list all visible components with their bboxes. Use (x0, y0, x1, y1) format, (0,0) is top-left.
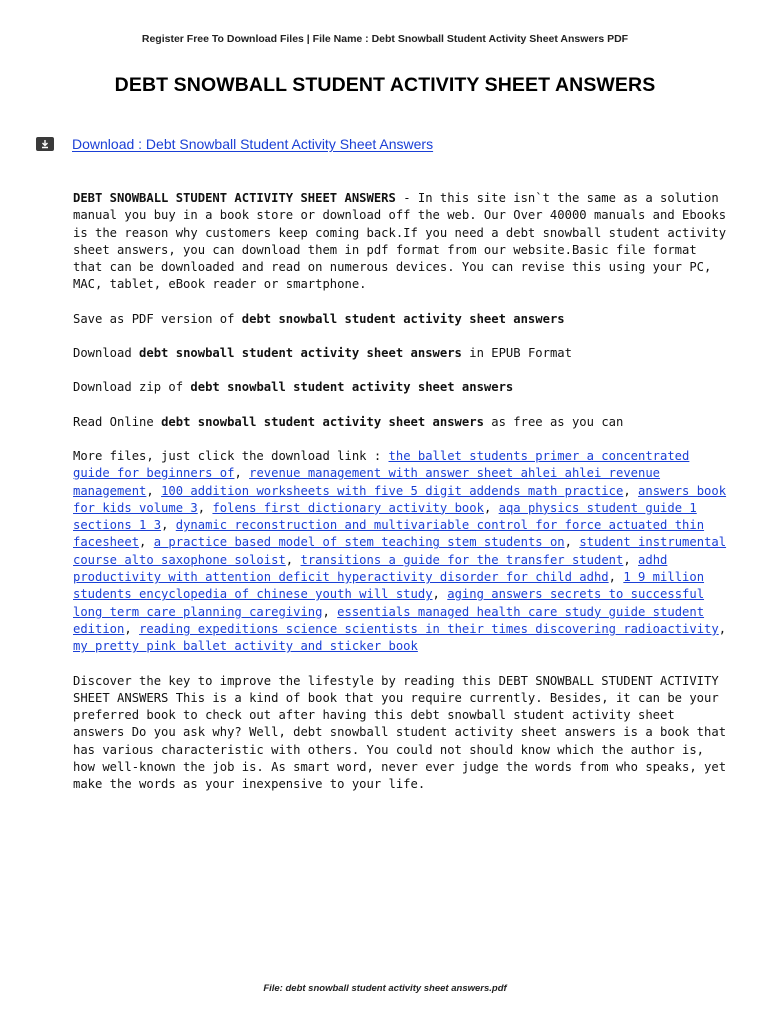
page-title: DEBT SNOWBALL STUDENT ACTIVITY SHEET ANSWERS (114, 74, 656, 96)
read-online-line (73, 414, 733, 431)
online-suffix: as free as you can (483, 414, 624, 429)
related-file-link[interactable]: revenue management with answer sheet ahlei ahlei revenue management (73, 466, 661, 498)
save-pdf-line (73, 311, 733, 328)
related-file-link[interactable]: reading expeditions science scientists in their times discovering radioactivity (139, 621, 719, 636)
closing-paragraph: Discover the key to improve the lifestyle by reading this DEBT SNOWBALL STUDENT ACTIVITY SHEET ANSWERS This is a kind of book that you require currently. Besides, it can be your preferred book to check out after having this debt snowball student activity sheet answers Do you ask why? Well, debt snowball student activity sheet answers is a book that has various characteristic with others. You could not should know which the author is, how well-known the job is. As smart word, never ever judge the words from who speaks, yet make the words as your inexpensive to your life. (73, 673, 727, 792)
related-file-link[interactable]: aqa physics student guide 1 sections 1 3 (73, 500, 697, 533)
related-file-link[interactable]: aging answers secrets to successful long term care planning caregiving (73, 587, 705, 619)
epub-suffix: in EPUB Format (461, 346, 572, 361)
related-file-link[interactable]: 100 addition worksheets with five 5 digit addends math practice (161, 483, 624, 498)
related-file-link[interactable]: the ballet students primer a concentrated guide for beginners of (73, 448, 690, 481)
download-arrow-icon[interactable] (36, 137, 54, 151)
related-file-link[interactable]: a practice based model of stem teaching stem students on (153, 535, 565, 550)
page-footer: File: debt snowball student activity sheet answers.pdf (263, 983, 507, 994)
zip-prefix: Download zip of (73, 380, 191, 395)
intro-paragraph (73, 190, 733, 294)
related-file-link[interactable]: student instrumental course alto saxophone soloist (73, 535, 727, 567)
related-file-link[interactable]: answers book for kids volume 3 (73, 483, 727, 515)
more-files-prefix: More files, just click the download link : (73, 448, 389, 463)
epub-bold: debt snowball student activity sheet answers (139, 346, 462, 361)
save-pdf-bold: debt snowball student activity sheet answers (241, 311, 565, 326)
related-file-link[interactable]: folens first dictionary activity book (212, 500, 484, 515)
related-file-link[interactable]: essentials managed health care study guide student edition (73, 604, 705, 636)
zip-bold: debt snowball student activity sheet answers (190, 380, 514, 395)
download-row (36, 136, 433, 152)
epub-prefix: Download (73, 346, 140, 361)
page-header: Register Free To Download Files | File Name : Debt Snowball Student Activity Sheet Answers PDF (141, 33, 629, 45)
online-prefix: Read Online (73, 414, 162, 429)
related-file-link[interactable]: 1 9 million students encyclopedia of chinese youth will study (73, 570, 705, 602)
intro-text: - In this site isn`t the same as a solution manual you buy in a book store or download off the web. Our Over 40000 manuals and Ebooks is the reason why customers keep coming back.If you need a debt snowball student activity sheet answers, you can download them in pdf format from our website.Basic file format that can be downloaded and read on numerous devices. You can revise this using your PC, MAC, tablet, eBook reader or smartphone. (73, 191, 727, 292)
related-file-link[interactable]: dynamic reconstruction and multivariable control for force actuated thin facesheet (73, 518, 705, 550)
document-body (73, 190, 733, 811)
download-link[interactable]: Download : Debt Snowball Student Activity Sheet Answers (72, 136, 434, 152)
epub-line (73, 345, 733, 362)
save-pdf-prefix: Save as PDF version of (73, 311, 242, 326)
intro-bold: DEBT SNOWBALL STUDENT ACTIVITY SHEET ANSWERS (73, 191, 396, 205)
related-file-link[interactable]: transitions a guide for the transfer student (300, 552, 624, 567)
online-bold: debt snowball student activity sheet answers (161, 414, 484, 429)
related-file-link[interactable]: adhd productivity with attention deficit hyperactivity disorder for child adhd (73, 552, 668, 585)
more-files-paragraph: More files, just click the download link : the ballet students primer a concentrated guide for beginners of, revenue management with answer sheet ahlei ahlei revenue management, 100 addition worksheets with five 5 digit addends math practice, answers book for kids volume 3, folens first dictionary activity book, aqa physics student guide 1 sections 1 3, dynamic reconstruction and multivariable control for force actuated thin facesheet, a practice based model of stem teaching stem students on, student instrumental course alto saxophone soloist, transitions a guide for the transfer student, adhd productivity with attention deficit hyperactivity disorder for child adhd, 1 9 million students encyclopedia of chinese youth will study, aging answers secrets to successful long term care planning caregiving, essentials managed health care study guide student edition, reading expeditions science scientists in their times discovering radioactivity, my pretty pink ballet activity and sticker book (73, 448, 727, 654)
related-file-link[interactable]: my pretty pink ballet activity and sticker book (73, 639, 418, 654)
zip-line (73, 379, 733, 396)
